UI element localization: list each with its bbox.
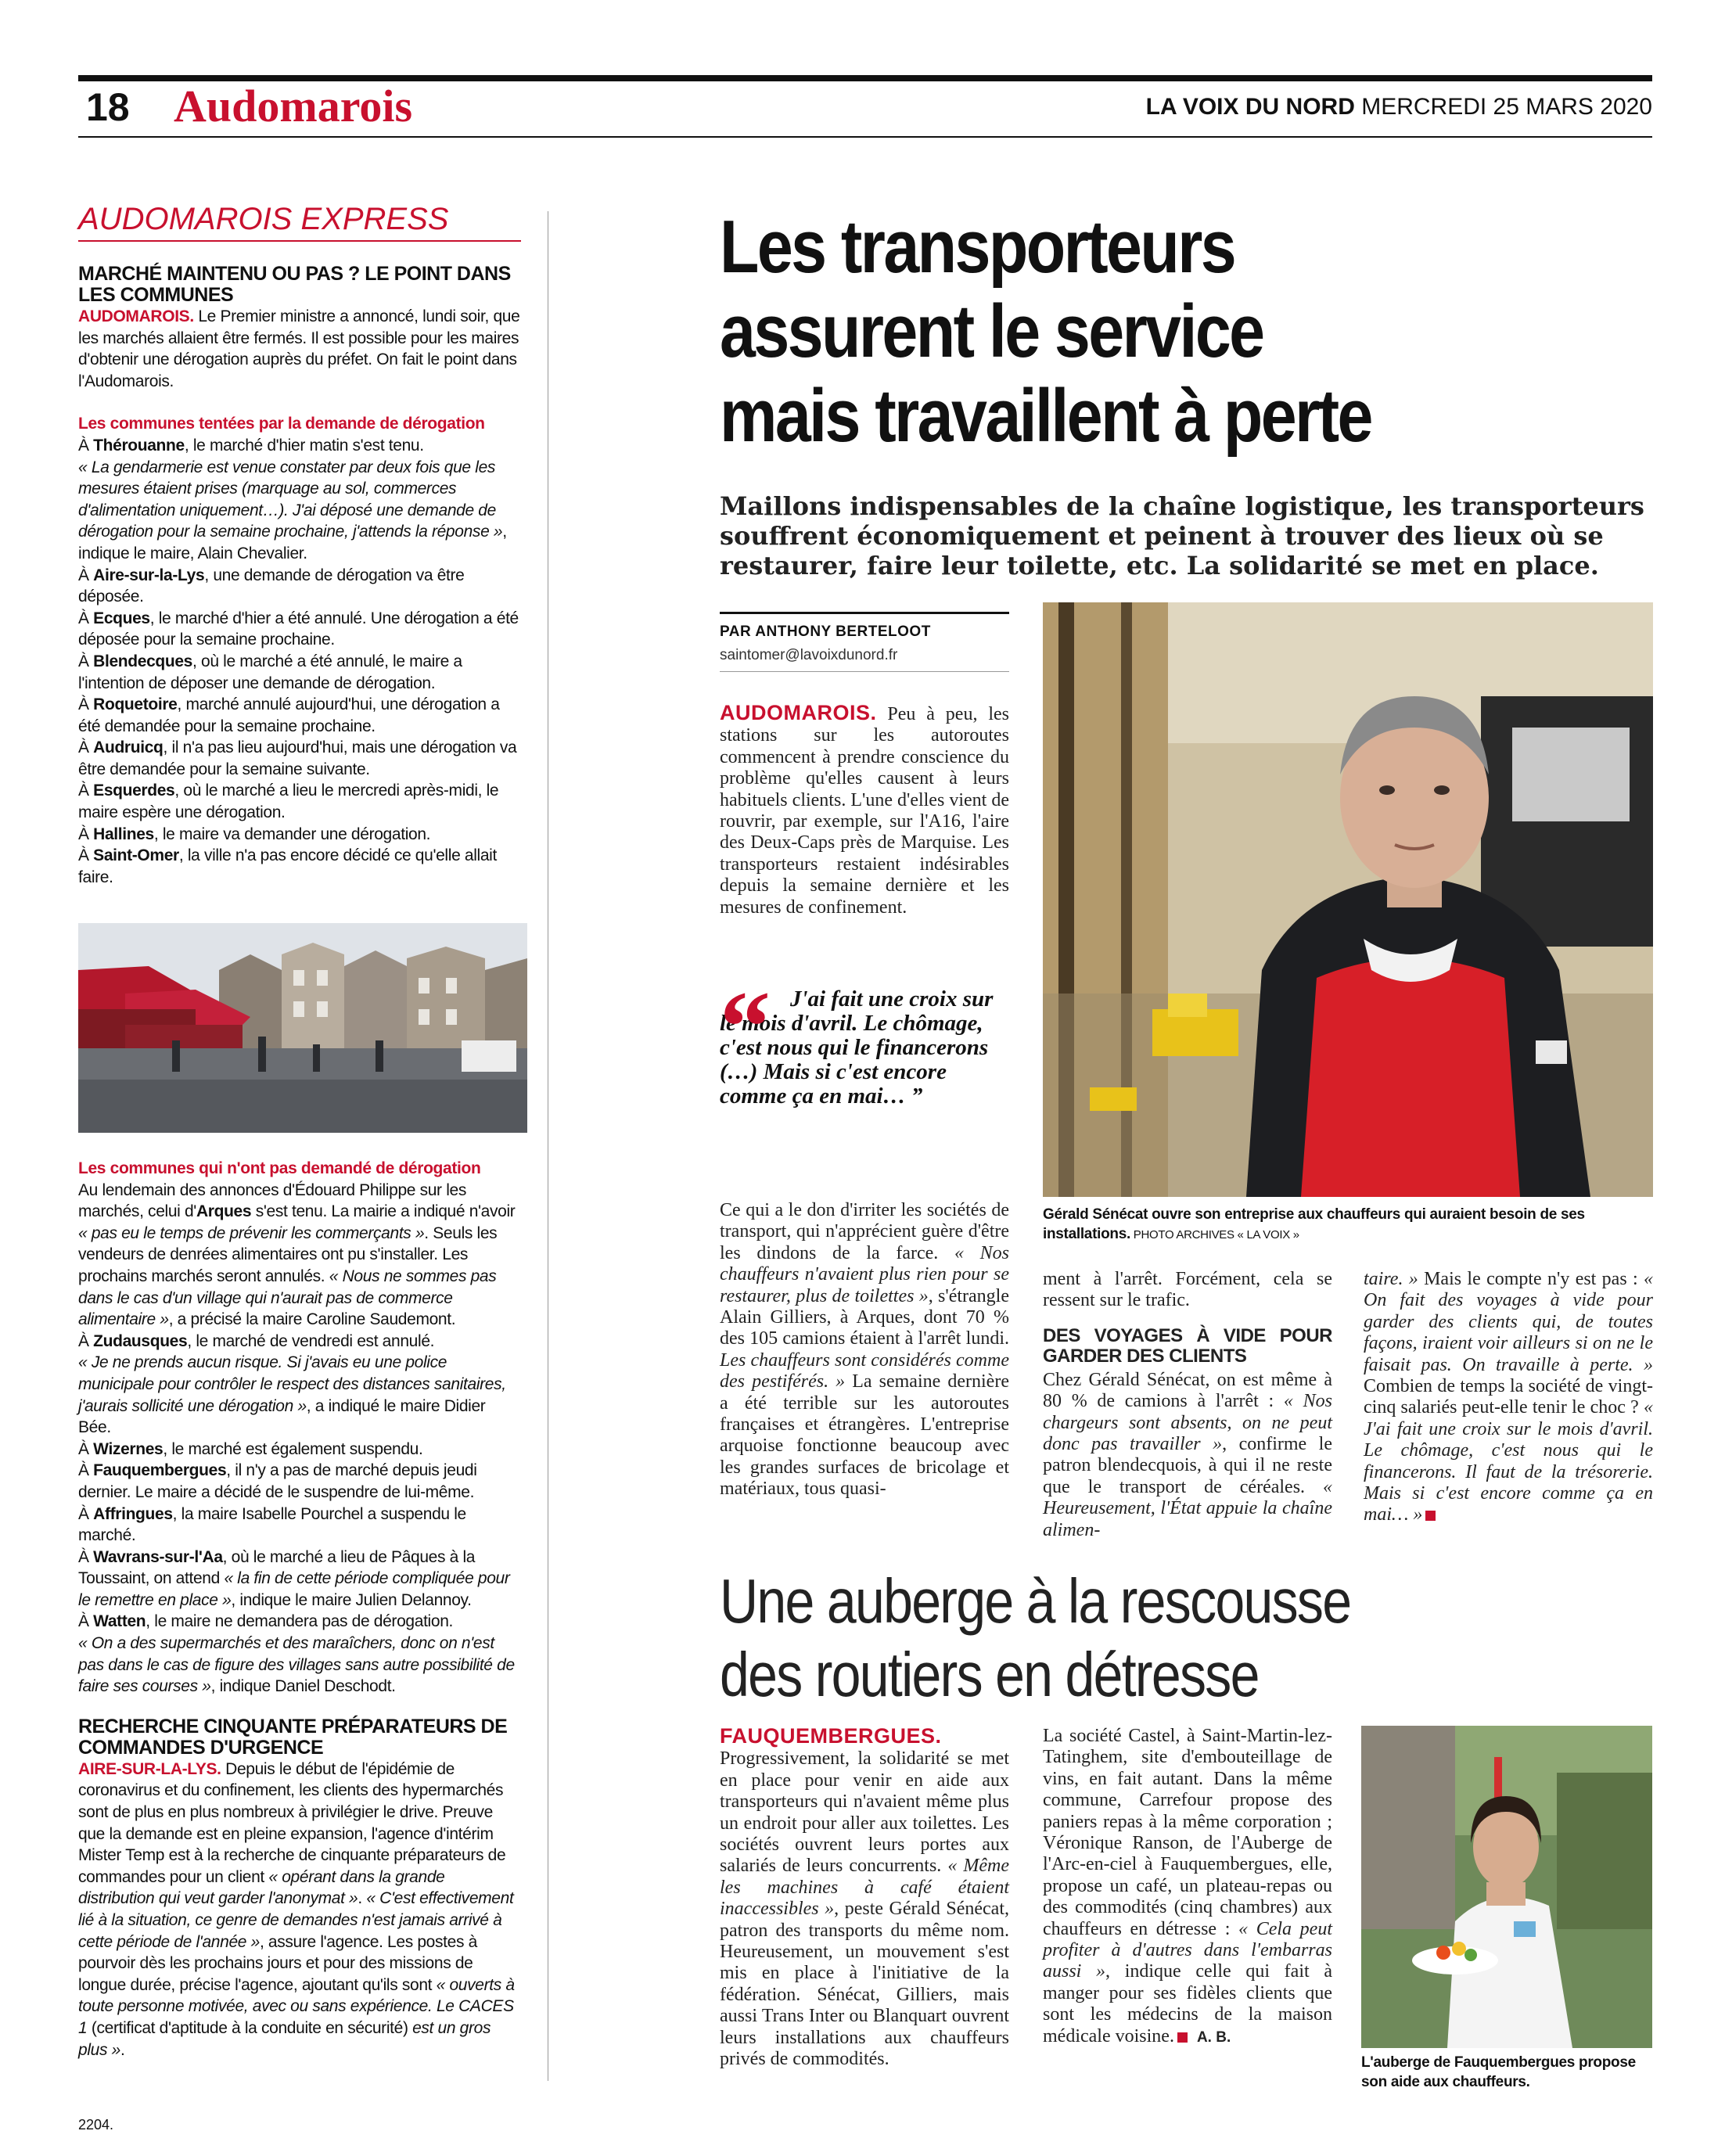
express-title: AUDOMAROIS EXPRESS bbox=[78, 202, 521, 242]
town-entry: À Thérouanne, le marché d'hier matin s'est tenu. « La gendarmerie est venue constater par deux fois que les mesures étaient prises (marquage au sol, commerces d'alimentation uniquement…). J'ai déposé une demande de dérogation pour la semaine prochaine, j'attends la réponse », indique le maire, Alain Chevalier. bbox=[78, 436, 507, 562]
market-photo bbox=[78, 923, 527, 1133]
article-column-1: Ce qui a le don d'irriter les sociétés de transport, qui n'apprécient guère d'être les dindons de la farce. « Nos chauffeurs n'avaient plus rien pour se restaurer, plus de toilettes », s'étrangle Alain Gilliers, à Arques, dont 70 % des 105 camions étaient à l'arrêt lundi. Les chauffeurs sont considérés comme des pestiférés. » La semaine dernière a été terrible sur les autoroutes françaises et étrangères. L'entreprise arquoise fonctionne beaucoup avec les grandes surfaces de bricolage et matériaux, tous quasi- bbox=[720, 1200, 1009, 1500]
end-mark-icon bbox=[1177, 2032, 1188, 2043]
issue-date: MERCREDI 25 MARS 2020 bbox=[1361, 94, 1652, 120]
main-headline: Les transporteurs assurent le service mais travaillent à perte bbox=[720, 205, 1371, 458]
brief-subhead: Les communes qui n'ont pas demandé de dérogation bbox=[78, 1159, 481, 1177]
secondary-headline: Une auberge à la rescousse des routiers en détresse bbox=[720, 1566, 1351, 1709]
express-column bbox=[78, 202, 521, 888]
end-mark-icon bbox=[1425, 1511, 1436, 1521]
town-entry: À Ecques, le marché d'hier a été annulé. Une dérogation a été déposée pour la semaine prochaine. bbox=[78, 609, 519, 649]
town-entry: À Aire-sur-la-Lys, une demande de dérogation va être déposée. bbox=[78, 566, 465, 606]
town-entry: À Fauquembergues, il n'y a pas de marché depuis jeudi dernier. Le maire a décidé de le suspendre de lui-même. bbox=[78, 1461, 477, 1501]
town-entry: À Roquetoire, marché annulé aujourd'hui, une dérogation a été demandée pour la semaine prochaine. bbox=[78, 695, 500, 735]
article-column-3: taire. » Mais le compte n'y est pas : « On fait des voyages à vide pour garder des clients qui, de toutes façons, iraient voir ailleurs si on ne le faisait pas. On travaille à perte. » Combien de temps la société de vingt-cinq salariés peut-elle tenir le choc ? « J'ai fait une croix sur le mois d'avril. Le chômage, c'est nous qui le financerons. Il faut de la trésorerie. Mais si c'est encore comme ça en mai… » bbox=[1364, 1269, 1653, 1525]
photo-credit: PHOTO ARCHIVES « LA VOIX » bbox=[1130, 1228, 1299, 1241]
brief-subhead: Les communes tentées par la demande de dérogation bbox=[78, 415, 485, 433]
article-column-2: ment à l'arrêt. Forcément, cela se ressent sur le trafic. DES VOYAGES À VIDE POUR GARDER DES CLIENTS Chez Gérald Sénécat, on est même à 80 % de camions à l'arrêt : « Nos chargeurs sont absents, on ne peut donc pas travailler », confirme le patron blendecquois, à qui il ne reste que le transport de céréales. « Heureusement, l'État appuie la chaîne alimen- bbox=[1043, 1269, 1332, 1540]
town-entry: À Wavrans-sur-l'Aa, où le marché a lieu de Pâques à la Toussaint, on attend « la fin de cette période compliquée pour le remettre en place », indique le maire Julien Delannoy. bbox=[78, 1547, 510, 1609]
article-lead: AUDOMAROIS. Peu à peu, les stations sur les autoroutes commencent à prendre conscience du problème qu'elles causent à leurs habituels clients. L'une d'elles vient de rouvrir, par exemple, sur l'A16, l'aire des Deux-Caps près de Marquise. Les transporteurs restaient indésirables depuis la semaine dernière et les mesures de confinement. bbox=[720, 701, 1009, 918]
photo-caption: Gérald Sénécat ouvre son entreprise aux chauffeurs qui auraient besoin de ses installations. PHOTO ARCHIVES « LA VOIX » bbox=[1043, 1206, 1585, 1242]
standfirst: Maillons indispensables de la chaîne logistique, les transporteurs souffrent économiquement et peinent à trouver des lieux où se restaurer, faire leur toilette, etc. La solidarité se met en place. bbox=[720, 491, 1644, 580]
article-kicker: AUDOMAROIS. bbox=[720, 701, 877, 724]
inn-photo bbox=[1361, 1726, 1652, 2048]
town-entry: À Saint-Omer, la ville n'a pas encore décidé ce qu'elle allait faire. bbox=[78, 846, 497, 886]
header-rule bbox=[78, 136, 1652, 138]
brief-kicker: AIRE-SUR-LA-LYS. bbox=[78, 1759, 221, 1778]
article2-kicker: FAUQUEMBERGUES. bbox=[720, 1724, 942, 1748]
article2-column-2: La société Castel, à Saint-Martin-lez-Tatinghem, site d'embouteillage de vins, en fait autant. Dans la même commune, Carrefour propose des paniers repas à la même corporation ; Véronique Ranson, de l'Auberge de l'Arc-en-ciel à Fauquembergues, elle, propose un café, un plateau-repas ou des commodités (cinq chambres) aux chauffeurs en détresse : « Cela peut profiter à d'autres dans l'embarras aussi », indique celle qui fait à manger pour ses fidèles clients que sont les médecins de la maison médicale voisine. A. B. bbox=[1043, 1726, 1332, 2046]
brief-headline: MARCHÉ MAINTENU OU PAS ? LE POINT DANS LES COMMUNES bbox=[78, 263, 511, 306]
brief-body: AUDOMAROIS. Le Premier ministre a annoncé, lundi soir, que les marchés allaient être fermés. Il est possible pour les maires d'obtenir une dérogation auprès du préfet. On fait le point dans l'Audomarois. Les communes tentées par la demande de dérogation À Thérouanne, le marché d'hier matin s'est tenu. « La gendarmerie est venue constater par deux fois que les mesures étaient prises (marquage au sol, commerces d'alimentation uniquement…). J'ai déposé une demande de dérogation pour la semaine prochaine, j'attends la réponse », indique le maire, Alain Chevalier. À Aire-sur-la-Lys, une demande de dérogation va être déposée. À Ecques, le marché d'hier a été annulé. Une dérogation a été déposée pour la semaine prochaine. À Blendecques, où le marché a été annulé, le maire a l'intention de déposer une demande de dérogation. À Roquetoire, marché annulé aujourd'hui, une dérogation a été demandée pour la semaine prochaine. À Audruicq, il n'a pas lieu aujourd'hui, mais une dérogation va être demandée pour la semaine suivante. À Esquerdes, où le marché a lieu le mercredi après-midi, le maire espère une dérogation. À Hallines, le maire va demander une dérogation. À Saint-Omer, la ville n'a pas encore décidé ce qu'elle allait faire. bbox=[78, 306, 521, 888]
article-subtitle: DES VOYAGES À VIDE POUR GARDER DES CLIENTS bbox=[1043, 1324, 1332, 1367]
pull-quote bbox=[720, 971, 1009, 1109]
author-email[interactable]: saintomer@lavoixdunord.fr bbox=[720, 647, 898, 663]
town-entry: À Blendecques, où le marché a été annulé, le maire a l'intention de déposer une demande de dérogation. bbox=[78, 652, 462, 692]
express-column-lower bbox=[78, 1158, 521, 2061]
page-number: 18 bbox=[86, 85, 130, 129]
town-entry: À Hallines, le maire va demander une dérogation. bbox=[78, 825, 431, 843]
town-entry: À Watten, le maire ne demandera pas de dérogation. « On a des supermarchés et des maraîchers, donc on n'est pas dans le cas de figure des villages sans autre possibilité de faire ses courses », indique Daniel Deschodt. bbox=[78, 1612, 515, 1696]
brief-kicker: AUDOMAROIS. bbox=[78, 307, 194, 325]
town-entry: À Esquerdes, où le marché a lieu le mercredi après-midi, le maire espère une dérogation. bbox=[78, 782, 499, 822]
section-title: Audomarois bbox=[174, 81, 413, 131]
driver-photo bbox=[1043, 602, 1653, 1197]
town-entry: À Affringues, la maire Isabelle Pourchel a suspendu le marché. bbox=[78, 1504, 466, 1545]
brief-body: AIRE-SUR-LA-LYS. Depuis le début de l'épidémie de coronavirus et du confinement, les clients des hypermarchés sont de plus en plus nombreux à privilégier le drive. Preuve que la demande est en pleine expansion, l'agence d'intérim Mister Temp est à la recherche de cinquante préparateurs de commandes pour un client « opérant dans la grande distribution qui veut garder l'anonymat ». « C'est effectivement lié à la situation, ce genre de demandes n'est jamais arrivé à cette période de l'année », assure l'agence. Les postes à pourvoir dès les prochains jours et pour des missions de longue durée, précise l'agence, ajoutant qu'ils sont « ouverts à toute personne motivée, avec ou sans expérience. Le CACES 1 (certificat d'aptitude à la conduite en sécurité) est un gros plus ». bbox=[78, 1759, 515, 2059]
article2-signature: A. B. bbox=[1196, 2028, 1231, 2046]
brief-headline: RECHERCHE CINQUANTE PRÉPARATEURS DE COMMANDES D'URGENCE bbox=[78, 1715, 508, 1759]
byline-rule bbox=[720, 671, 1009, 672]
page-folio: 2204. bbox=[78, 2117, 114, 2133]
author-byline: PAR ANTHONY BERTELOOT bbox=[720, 623, 931, 640]
driver-illustration bbox=[1043, 602, 1653, 1197]
town-entry: Au lendemain des annonces d'Édouard Philippe sur les marchés, celui d'Arques s'est tenu. La mairie a indiqué n'avoir « pas eu le temps de prévenir les commerçants ». Seuls les vendeurs de denrées alimentaires ont pu s'installer. Les prochains marchés seront annulés. « Nous ne sommes pas dans le cas d'un village qui n'aurait pas de commerce alimentaire », a précisé la maire Caroline Saudemont. bbox=[78, 1180, 516, 1329]
quote-mark-icon: “ bbox=[720, 971, 771, 1083]
masthead bbox=[1146, 94, 1652, 120]
newspaper-name: LA VOIX DU NORD bbox=[1145, 94, 1355, 120]
town-entry: À Audruicq, il n'a pas lieu aujourd'hui, mais une dérogation va être demandée pour la semaine suivante. bbox=[78, 738, 517, 778]
byline-box bbox=[720, 612, 1009, 664]
brief-body-continued bbox=[78, 1158, 521, 1698]
market-illustration bbox=[78, 923, 527, 1133]
pull-quote-text: J'ai fait une croix sur le mois d'avril. Le chômage, c'est nous qui le financerons (…) Mais si c'est encore comme ça en mai… ” bbox=[720, 986, 994, 1109]
inn-photo-caption: L'auberge de Fauquembergues propose son aide aux chauffeurs. bbox=[1361, 2054, 1636, 2090]
inn-illustration bbox=[1361, 1726, 1652, 2048]
article2-column-1: FAUQUEMBERGUES. Progressivement, la solidarité se met en place pour venir en aide aux transporteurs qui n'avaient même plus un endroit pour aller aux toilettes. Les sociétés ouvrent leurs portes aux salariés de leurs concurrents. « Même les machines à café étaient inaccessibles », peste Gérald Sénécat, patron des transports du même nom. Heureusement, un mouvement s'est mis en place à l'initiative de la fédération. Sénécat, Gilliers, mais aussi Trans Inter ou Blanquart ouvrent leurs installations aux chauffeurs privés de commodités. bbox=[720, 1724, 1010, 2070]
town-entry: À Wizernes, le marché est également suspendu. bbox=[78, 1439, 423, 1458]
town-entry: À Zudausques, le marché de vendredi est annulé. « Je ne prends aucun risque. Si j'avais eu une police municipale pour contrôler le respect des distances sanitaires, j'aurais sollicité une dérogation », a indiqué le maire Didier Bée. bbox=[78, 1331, 506, 1437]
